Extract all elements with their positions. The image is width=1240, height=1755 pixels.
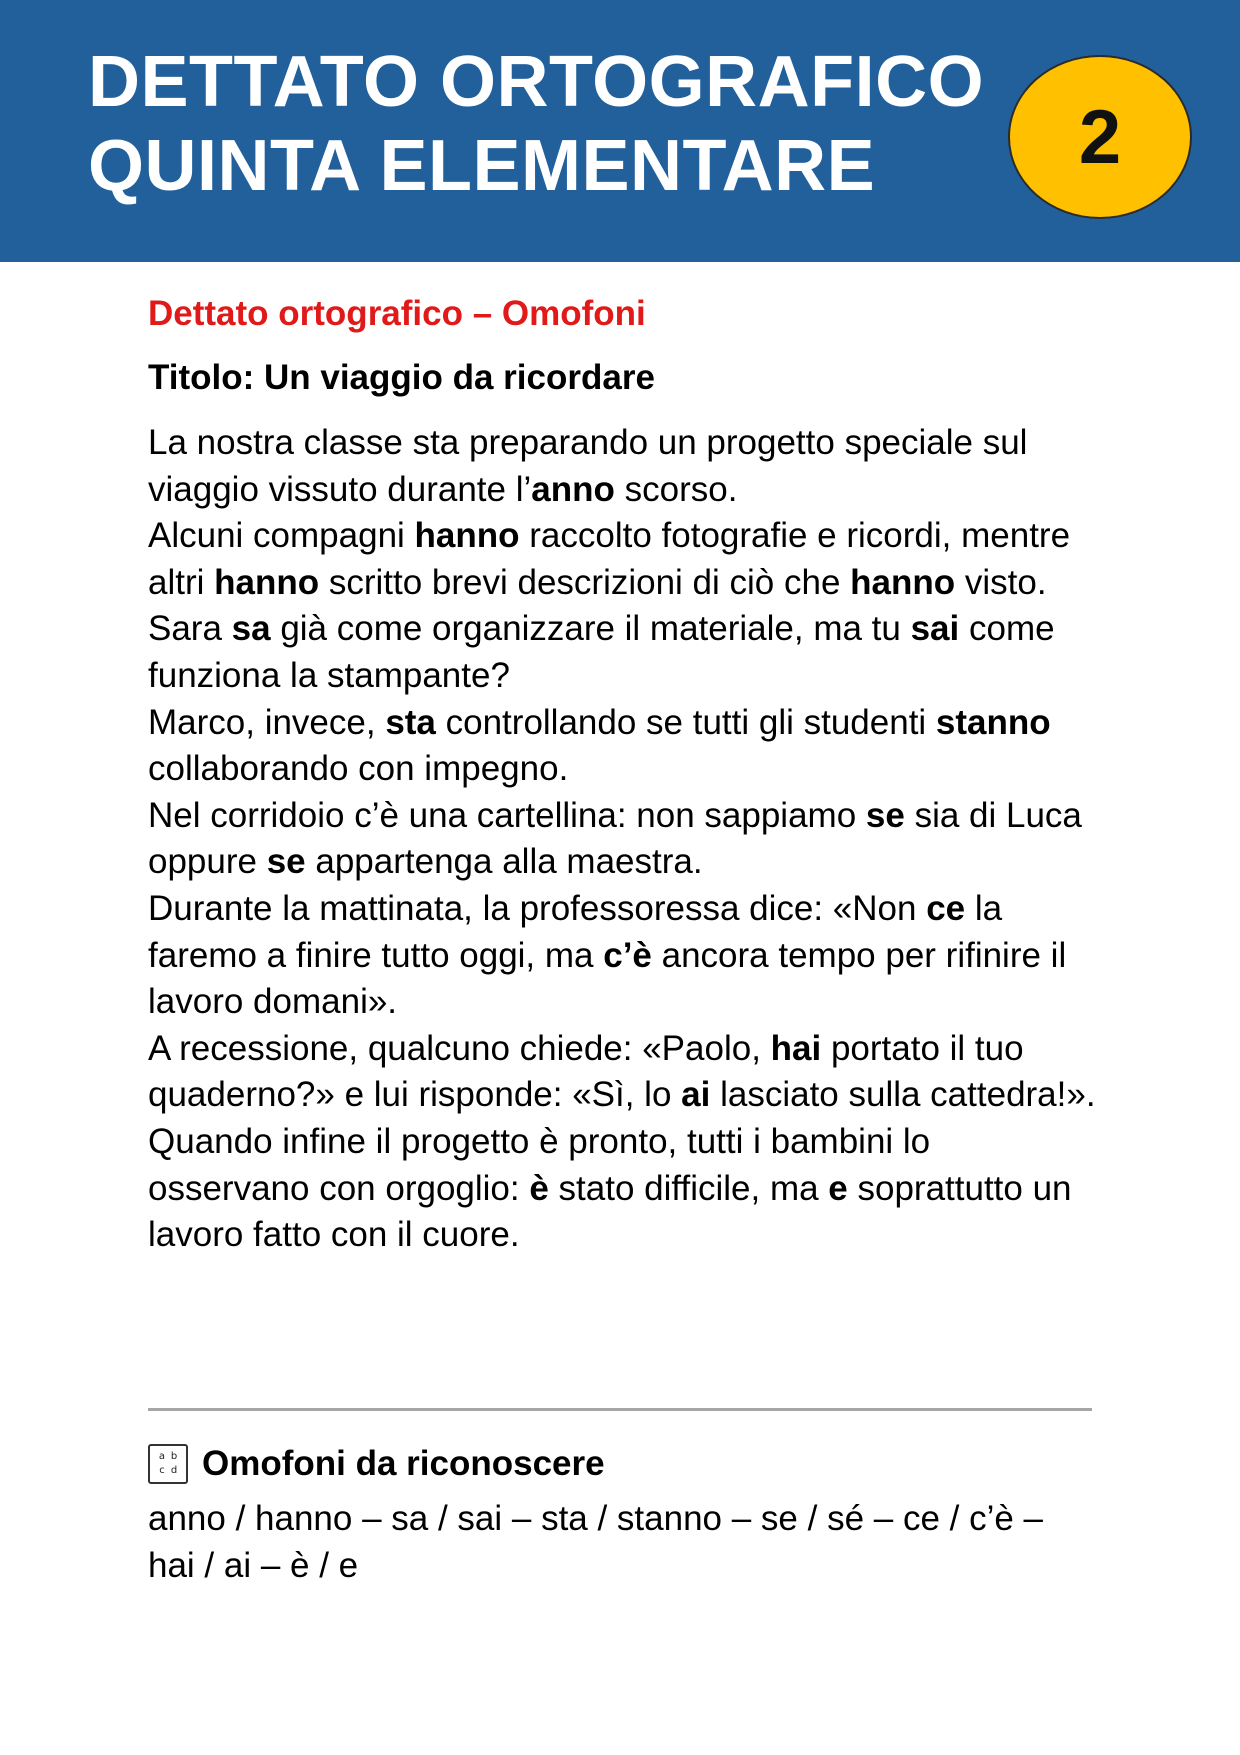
main-content (148, 292, 1098, 1259)
homophones-list: anno / hanno – sa / sai – sta / stanno – se / sé – ce / c’è – hai / ai – è / e (148, 1499, 1044, 1585)
highlighted-homophone: hanno (214, 562, 320, 602)
highlighted-homophone: è (529, 1168, 549, 1208)
passage-text: portato il tuo quaderno?» e lui risponde: «Sì, lo (148, 1028, 1024, 1115)
highlighted-homophone: hanno (414, 516, 520, 556)
highlighted-homophone: c’è (603, 935, 652, 975)
passage-text: Sara (148, 609, 232, 649)
passage-paragraph (148, 886, 1098, 1026)
homophones-section (148, 1440, 1098, 1589)
passage-text: visto. (955, 562, 1047, 602)
highlighted-homophone: hanno (850, 562, 956, 602)
passage-paragraph (148, 420, 1098, 513)
icon-letter: c (159, 1465, 165, 1476)
passage-text: Nel corridoio c’è una cartellina: non sappiamo (148, 795, 866, 835)
passage-text: soprattutto un lavoro fatto con il cuore. (148, 1168, 1072, 1255)
passage-text: collaborando con impegno. (148, 749, 569, 789)
highlighted-homophone: se (266, 842, 306, 882)
passage-text: Alcuni compagni (148, 516, 415, 556)
passage-text: La nostra classe sta preparando un progetto speciale sul viaggio vissuto durante l’ (148, 423, 1028, 509)
passage-text: Quando infine il progetto è pronto, tutti i bambini lo osservano con orgoglio: (148, 1121, 931, 1208)
section-divider (148, 1408, 1092, 1411)
passage-text: stato difficile, ma (548, 1168, 829, 1208)
page-title (88, 40, 984, 208)
passage-paragraph (148, 793, 1098, 886)
highlighted-homophone: sta (385, 702, 436, 742)
passage-text: appartenga alla maestra. (305, 842, 703, 882)
highlighted-homophone: se (865, 795, 905, 835)
page-title-line-1: DETTATO ORTOGRAFICO (88, 42, 985, 122)
icon-letter: b (170, 1451, 178, 1462)
homophones-heading-text: Omofoni da riconoscere (202, 1444, 605, 1483)
highlighted-homophone: e (828, 1168, 848, 1208)
dictation-passage (148, 420, 1098, 1259)
passage-paragraph (148, 700, 1098, 793)
homophones-heading (148, 1440, 1098, 1488)
dictation-title: Titolo: Un viaggio da ricordare (148, 358, 655, 397)
passage-text: già come organizzare il materiale, ma tu (270, 609, 911, 649)
highlighted-homophone: sa (231, 609, 271, 649)
icon-letter: d (170, 1465, 178, 1476)
highlighted-homophone: hai (770, 1028, 822, 1068)
passage-paragraph (148, 1119, 1098, 1259)
passage-text: la faremo a finire tutto oggi, ma (148, 888, 1003, 975)
passage-text: controllando se tutti gli studenti (435, 702, 936, 742)
passage-text: Marco, invece, (148, 702, 386, 742)
passage-text: raccolto fotografie e ricordi, mentre altri (148, 516, 1071, 602)
page-title-line-2: QUINTA ELEMENTARE (88, 126, 876, 206)
highlighted-homophone: ai (681, 1075, 711, 1115)
passage-text: scorso. (614, 469, 738, 509)
passage-paragraph (148, 1026, 1098, 1119)
passage-text: come funziona la stampante? (148, 609, 1055, 695)
number-badge: 2 (1008, 55, 1192, 219)
passage-paragraph (148, 513, 1098, 606)
passage-paragraph (148, 606, 1098, 699)
passage-text: scritto brevi descrizioni di ciò che (319, 562, 851, 602)
subtitle: Dettato ortografico – Omofoni (148, 294, 646, 333)
header-banner (0, 0, 1240, 262)
passage-text: lasciato sulla cattedra!». (710, 1075, 1096, 1115)
highlighted-homophone: sai (910, 609, 960, 649)
highlighted-homophone: stanno (935, 702, 1051, 742)
highlighted-homophone: ce (926, 888, 966, 928)
passage-text: A recessione, qualcuno chiede: «Paolo, (148, 1028, 771, 1068)
passage-text: Durante la mattinata, la professoressa dice: «Non (148, 888, 927, 928)
highlighted-homophone: anno (531, 469, 615, 509)
abcd-letters-icon (148, 1444, 188, 1484)
passage-text: ancora tempo per rifinire il lavoro domani». (148, 935, 1067, 1022)
icon-letter: a (158, 1451, 166, 1462)
passage-text: sia di Luca oppure (148, 795, 1082, 882)
